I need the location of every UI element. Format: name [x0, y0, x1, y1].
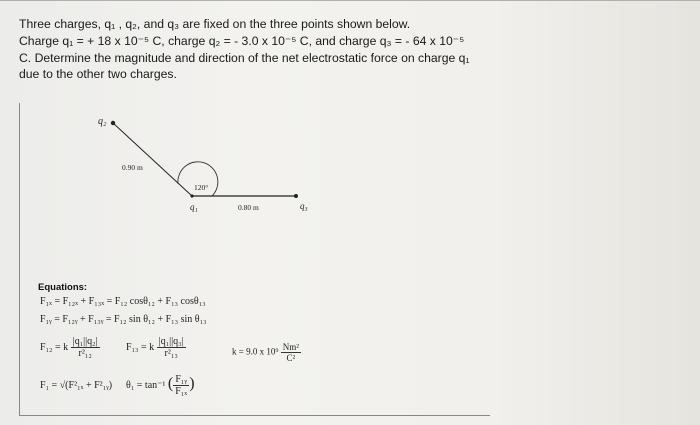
distance-q1-q2: 0.90 m	[122, 163, 143, 172]
equation-k	[232, 342, 301, 363]
q2-label: q₂	[98, 116, 107, 127]
problem-line-1: Three charges, q₁ , q₂, and q₃ are fixed on the three points shown below.	[19, 17, 411, 31]
q3-point	[294, 194, 298, 198]
f13-denominator: r²₁₃	[164, 348, 178, 359]
q1-q2-line	[113, 123, 192, 196]
theta-denominator: F₁ₓ	[175, 386, 188, 397]
q1-point	[190, 194, 193, 197]
f13-fraction	[157, 336, 186, 359]
f12-denominator: r²₁₂	[78, 348, 92, 359]
k-fraction	[281, 342, 301, 363]
f12-fraction	[71, 336, 100, 359]
f13-lhs: F₁₃ = k	[126, 341, 155, 353]
problem-line-4: due to the other two charges.	[19, 67, 177, 82]
equation-fy: F₁ᵧ = F₁₂ᵧ + F₁₃ᵧ = F₁₂ sin θ₁₂ + F₁₃ sin θ₁₃	[40, 314, 207, 325]
q3-label: q₃	[300, 201, 308, 211]
f12-numerator: |q₁||q₂|	[72, 336, 98, 347]
angle-label: 120°	[194, 183, 209, 192]
f13-numerator: |q₁||q₃|	[158, 336, 184, 347]
theta-numerator: F₁ᵧ	[173, 374, 189, 386]
f12-lhs: F₁₂ = k	[40, 341, 69, 353]
problem-line-3: C. Determine the magnitude and direction of the net electrostatic force on charge q₁	[19, 50, 470, 65]
equation-fx: F₁ₓ = F₁₂ₓ + F₁₃ₓ = F₁₂ cosθ₁₂ + F₁₃ cosθ₁₃	[40, 296, 206, 307]
theta-fraction	[173, 374, 189, 397]
equation-f13	[126, 336, 186, 359]
equation-f12	[40, 336, 100, 359]
q1-label: q₁	[190, 202, 198, 212]
equation-f-magnitude: F₁ = √(F²₁ₓ + F²₁ᵧ)	[40, 380, 113, 391]
theta-lhs: θ₁ = tan⁻¹	[126, 379, 166, 391]
problem-line-2: Charge q₁ = + 18 x 10⁻⁵ C, charge q₂ = - 3.0 x 10⁻⁵ C, and charge q₃ = - 64 x 10⁻⁵	[19, 33, 465, 48]
k-denominator: C²	[286, 353, 296, 363]
k-lhs: k = 9.0 x 10⁹	[232, 346, 279, 357]
k-numerator: Nm²	[282, 342, 299, 352]
equation-theta: θ₁ = tan⁻¹ ( $\frac{\text{F₁ᵧ}}{\text{F₁ₓ}}$ )	[126, 374, 195, 397]
equations-title: Equations:	[38, 282, 88, 293]
distance-q1-q3: 0.80 m	[238, 203, 259, 212]
